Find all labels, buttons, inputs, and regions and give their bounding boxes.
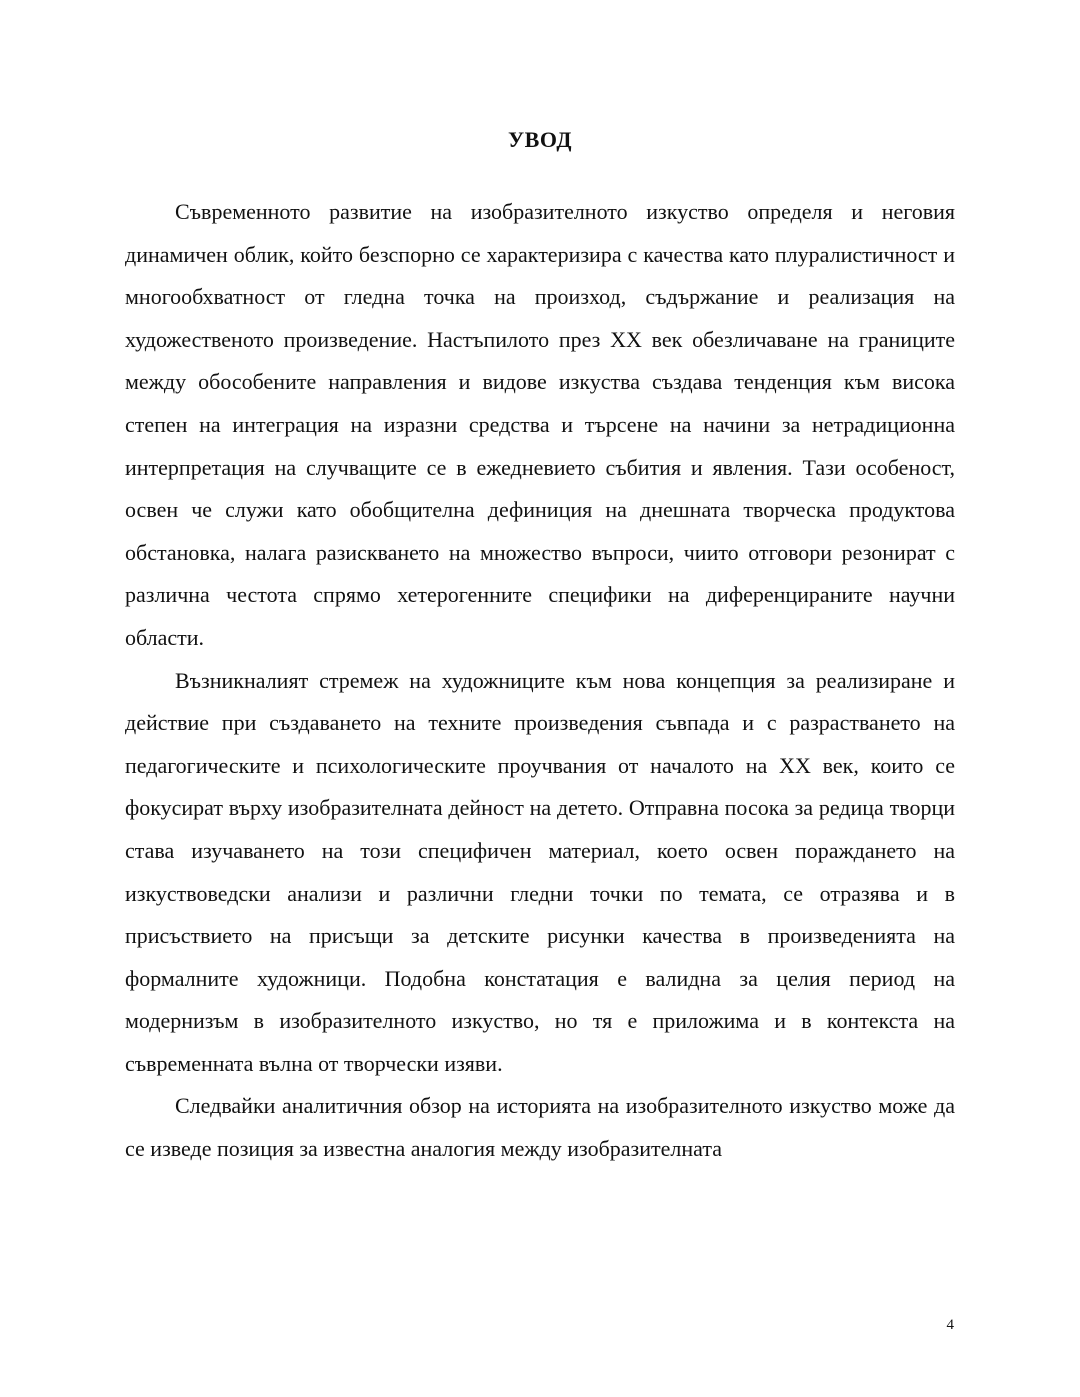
page-title: УВОД (508, 127, 572, 152)
paragraph-3: Следвайки аналитичния обзор на историята на изобразителното изкуство може да се изведе позиция за известна аналогия между изобразителната (125, 1093, 955, 1162)
body-text (125, 191, 955, 1171)
paragraph-2: Възникналият стремеж на художниците към нова концепция за реализиране и действие при създаването на техните произведения съвпада и с разрастването на педагогическите и психологическите проучвания от началото на XX век, които се фокусират върху изобразителната дейност на детето. Отправна посока за редица творци става изучаването на този специфичен материал, което освен пораждането на изкуствоведски анализи и различни гледни точки по темата, се отразява и в присъствието на присъщи за детските рисунки качества в произведенията на формалните художници. Подобна констатация е валидна за целия период на модернизъм в изобразителното изкуство, но тя е приложима и в контекста на съвременната вълна от творчески изяви. (125, 667, 955, 1076)
paragraph-1: Съвременното развитие на изобразителното изкуство определя и неговия динамичен облик, който безспорно се характеризира с качества като плуралистичност и многообхватност от гледна точка на произход, съдържание и реализация на художественото произведение. Настъпилото през XX век обезличаване на границите между обособените направления и видове изкуства създава тенденция към висока степен на интеграция на изразни средства и търсене на начини за нетрадиционна интерпретация на случващите се в ежедневието събития и явления. Тази особеност, освен че служи като обобщителна дефиниция на днешната творческа продуктова обстановка, налага разискването на множество въпроси, чиито отговори резонират с различна честота спрямо хетерогенните специфики на диференцираните научни области. (125, 199, 955, 650)
page-number: 4 (946, 1317, 954, 1333)
